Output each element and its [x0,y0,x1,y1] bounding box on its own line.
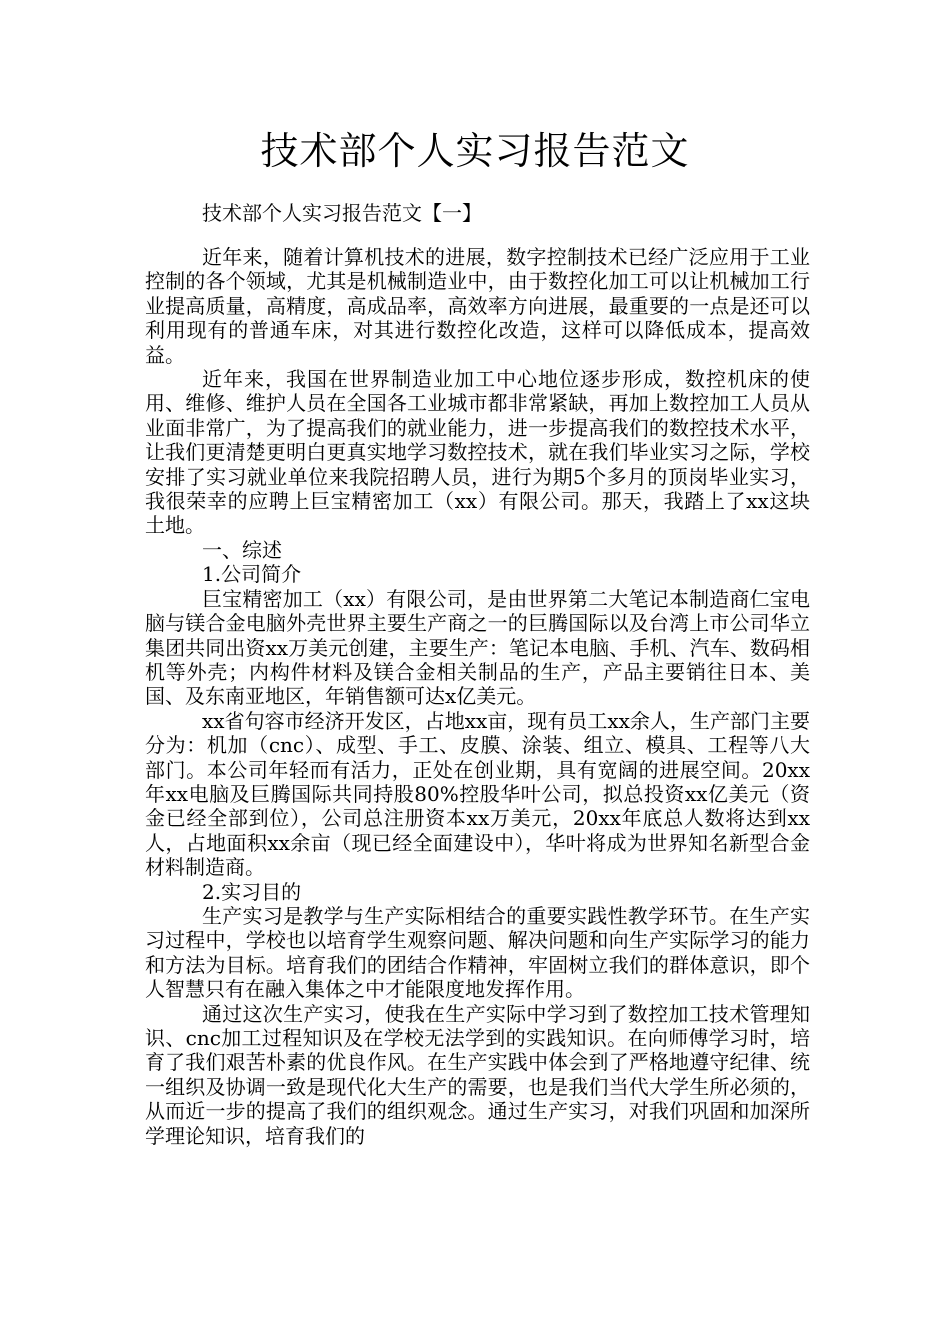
section-heading: 一、综述 [202,537,282,562]
body-paragraph: 通过这次生产实习，使我在生产实际中学习到了数控加工技术管理知识、cnc加工过程知识及在学校无法学到的实践知识。在向师傅学习时，培育了我们艰苦朴素的优良作风。在生产实践中体会到了严格地遵守纪律、统一组织及协调一致是现代化大生产的需要，也是我们当代大学生所必须的，从而近一步的提高了我们的组织观念。通过生产实习，对我们巩固和加深所学理论知识，培育我们的 [145,1001,810,1148]
document-title: 技术部个人实习报告范文 [260,129,690,173]
document-subtitle: 技术部个人实习报告范文【一】 [202,201,482,225]
subsection-heading: 1.公司简介 [202,562,302,587]
body-paragraph: 近年来，随着计算机技术的进展，数字控制技术已经广泛应用于工业控制的各个领域，尤其是机械制造业中，由于数控化加工可以让机械加工行业提高质量，高精度，高成品率，高效率方向进展，最重要的一点是还可以利用现有的普通车床，对其进行数控化改造，这样可以降低成本，提高效益。 [145,245,810,367]
body-paragraph: xx省句容市经济开发区，占地xx亩，现有员工xx余人，生产部门主要分为：机加（cnc）、成型、手工、皮膜、涂装、组立、模具、工程等八大部门。本公司年轻而有活力，正处在创业期，具有宽阔的进展空间。20xx年xx电脑及巨腾国际共同持股80%控股华叶公司，拟总投资xx亿美元（资金已经全部到位），公司总注册资本xx万美元，20xx年底总人数将达到xx人，占地面积xx余亩（现已经全面建设中），华叶将成为世界知名新型合金材料制造商。 [145,708,810,880]
document-body [145,245,810,1148]
subsection-heading: 2.实习目的 [202,879,302,904]
body-paragraph: 巨宝精密加工（xx）有限公司，是由世界第二大笔记本制造商仁宝电脑与镁合金电脑外壳世界主要生产商之一的巨腾国际以及台湾上市公司华立集团共同出资xx万美元创建，主要生产：笔记本电脑、手机、汽车、数码相机等外壳；内构件材料及镁合金相关制品的生产，产品主要销往日本、美国、及东南亚地区，年销售额可达x亿美元。 [145,586,810,709]
body-paragraph: 生产实习是教学与生产实际相结合的重要实践性教学环节。在生产实习过程中，学校也以培育学生观察问题、解决问题和向生产实际学习的能力和方法为目标。培育我们的团结合作精神，牢固树立我们的群体意识，即个人智慧只有在融入集体之中才能限度地发挥作用。 [145,903,810,1002]
body-paragraph: 近年来，我国在世界制造业加工中心地位逐步形成，数控机床的使用、维修、维护人员在全国各工业城市都非常紧缺，再加上数控加工人员从业面非常广，为了提高我们的就业能力，进一步提高我们的数控技术水平，让我们更清楚更明白更真实地学习数控技术，就在我们毕业实习之际，学校安排了实习就业单位来我院招聘人员，进行为期5个多月的顶岗毕业实习，我很荣幸的应聘上巨宝精密加工（xx）有限公司。那天，我踏上了xx这块土地。 [145,367,810,538]
